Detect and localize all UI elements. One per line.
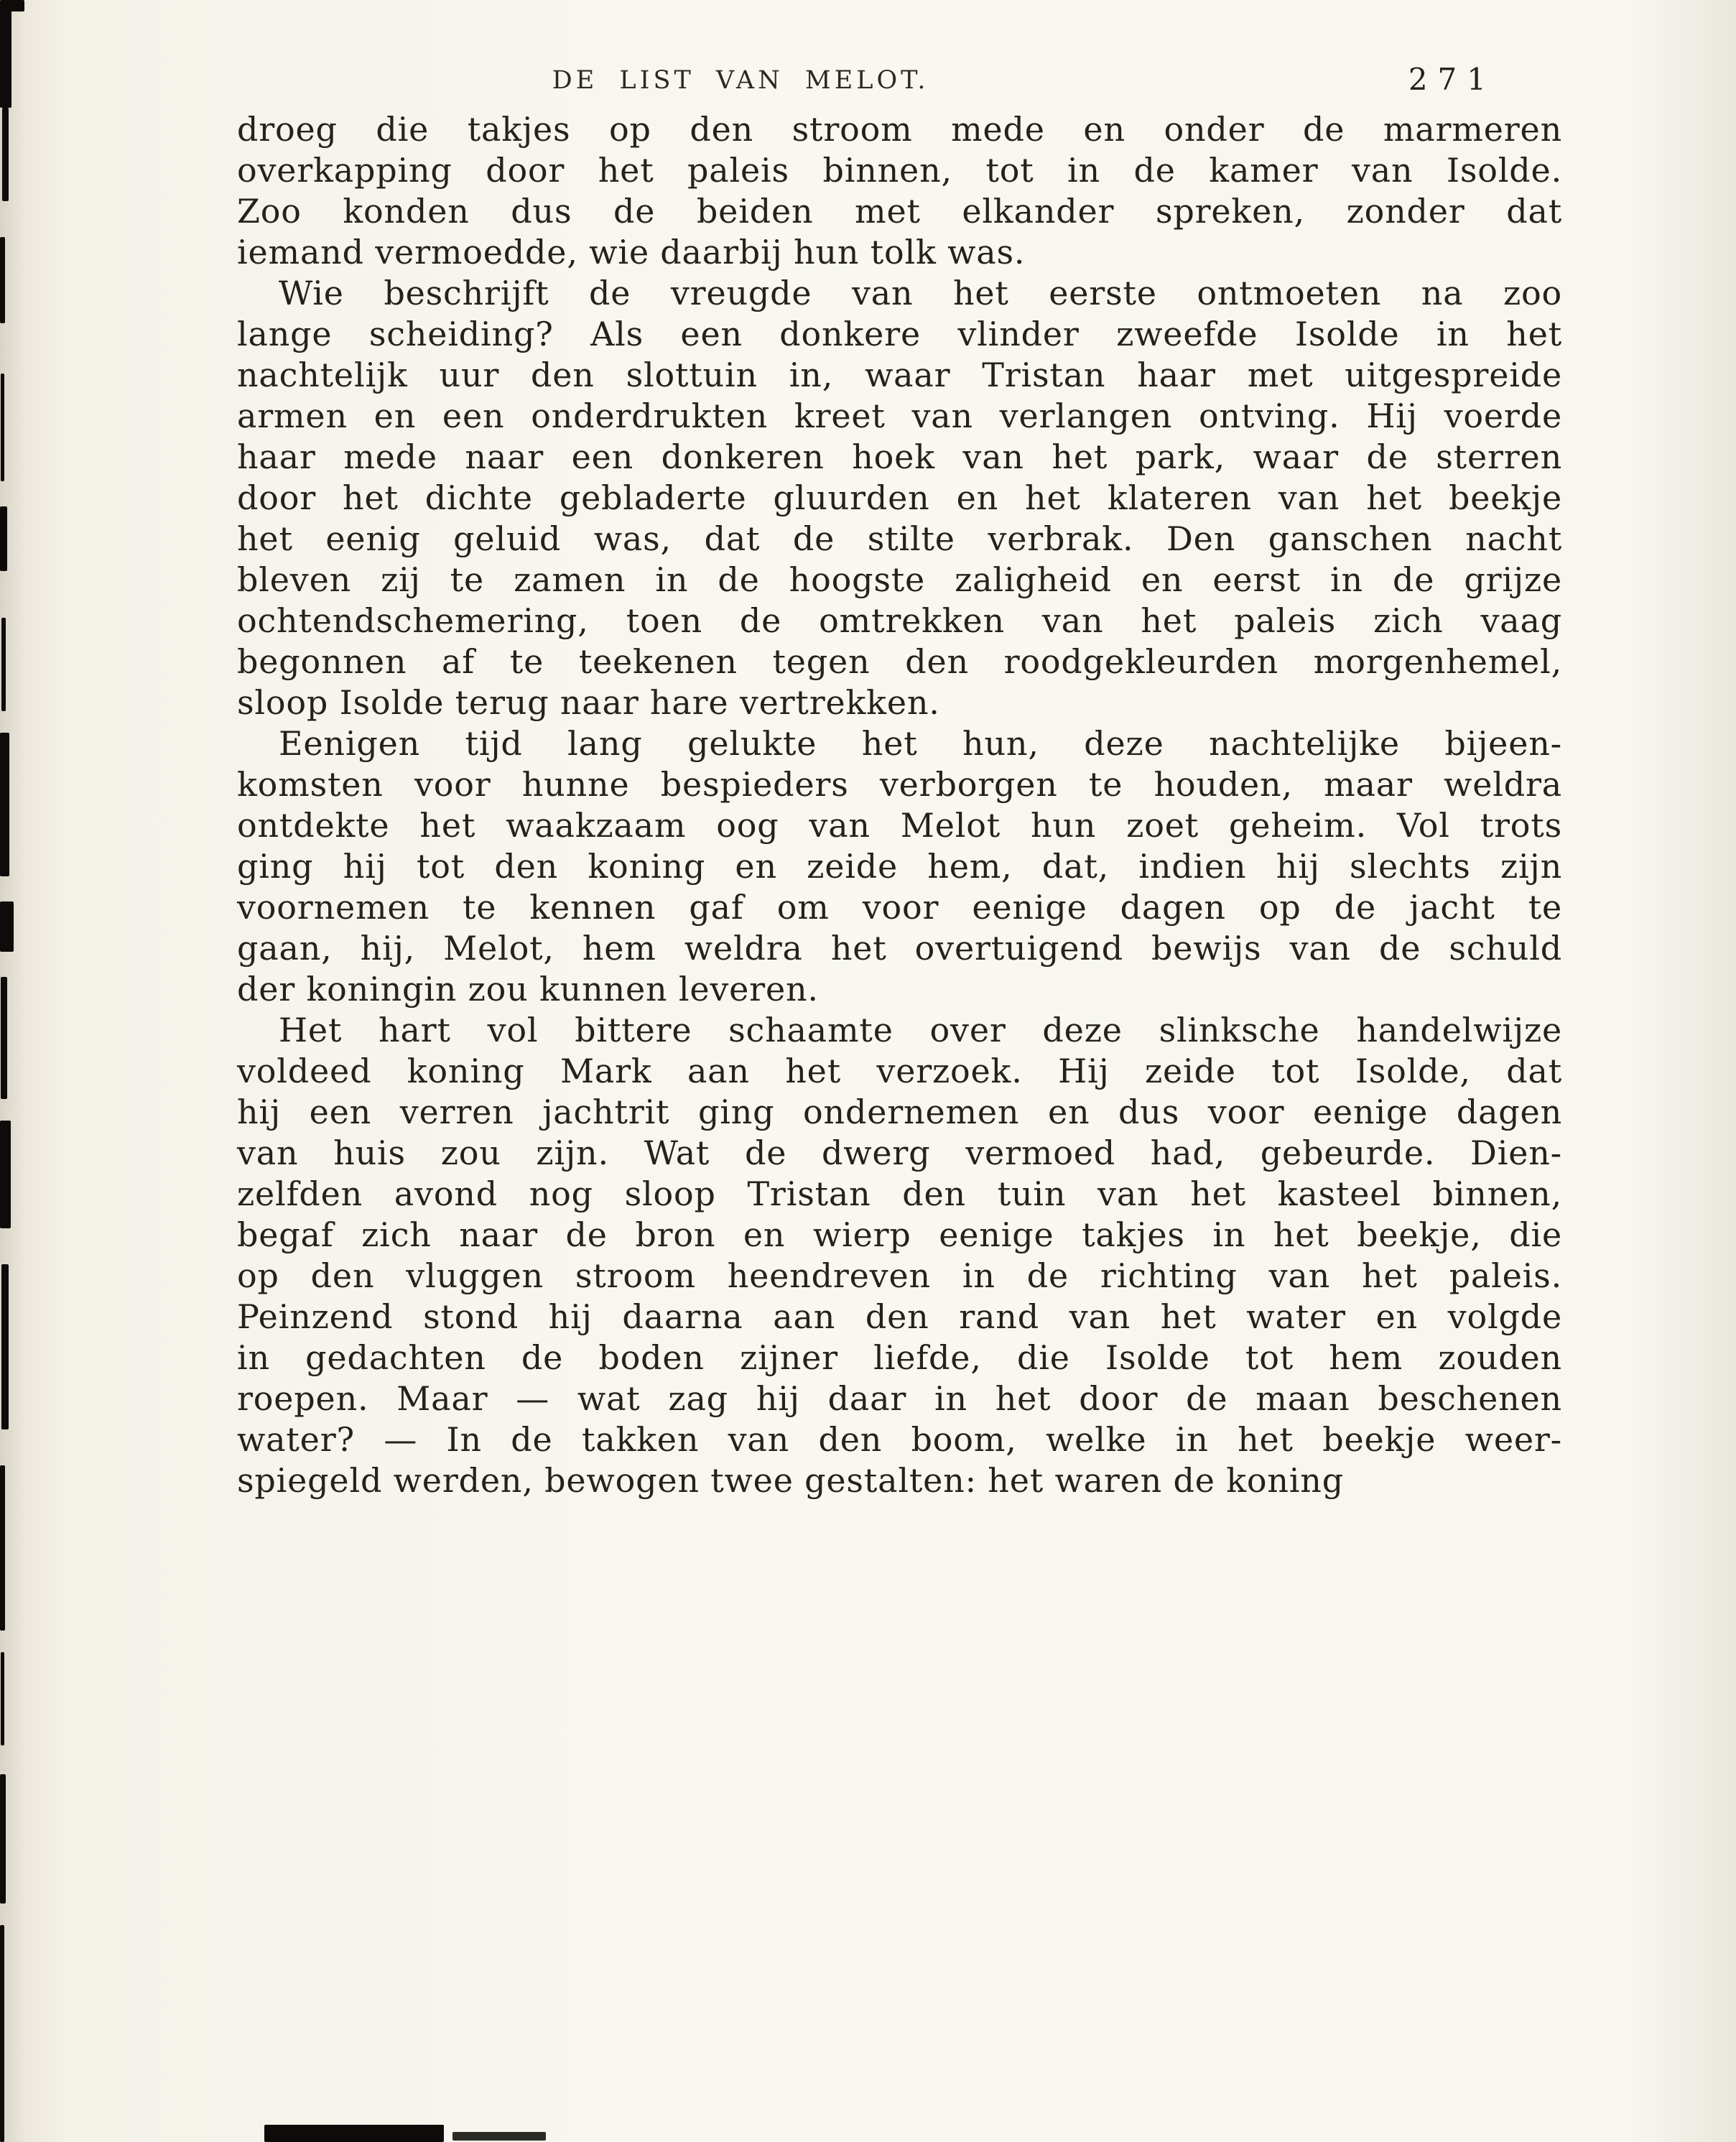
text-line: komsten voor hunne bespieders verborgen te houden, maar weldra	[237, 765, 1562, 804]
text-line: voldeed koning Mark aan het verzoek. Hij zeide tot Isolde, dat	[237, 1052, 1562, 1090]
text-line: lange scheiding? Als een donkere vlinder zweefde Isolde in het	[237, 315, 1562, 353]
binding-mark	[0, 1925, 4, 2142]
text-line: ging hij tot den koning en zeide hem, dat, indien hij slechts zijn	[237, 847, 1562, 886]
text-line: ontdekte het waakzaam oog van Melot hun zoet geheim. Vol trots	[237, 806, 1562, 845]
page-header	[237, 62, 1562, 102]
text-line: in gedachten de boden zijner liefde, die Isolde tot hem zouden	[237, 1338, 1562, 1377]
binding-mark	[0, 0, 11, 108]
text-line: water? — In de takken van den boom, welke in het beekje weer-	[237, 1420, 1562, 1459]
binding-mark	[1, 1264, 9, 1429]
text-line: hij een verren jachtrit ging ondernemen en dus voor eenige dagen	[237, 1093, 1562, 1131]
text-line: roepen. Maar — wat zag hij daar in het door de maan beschenen	[237, 1379, 1562, 1418]
text-line: Het hart vol bittere schaamte over deze slinksche handelwijze	[279, 1011, 1562, 1049]
binding-mark	[0, 733, 9, 876]
text-line: zelfden avond nog sloop Tristan den tuin van het kasteel binnen,	[237, 1174, 1562, 1213]
text-line: van huis zou zijn. Wat de dwerg vermoed had, gebeurde. Dien-	[237, 1133, 1562, 1172]
binding-mark	[0, 1465, 5, 1631]
text-line: Wie beschrijft de vreugde van het eerste ontmoeten na zoo	[279, 274, 1562, 312]
binding-mark	[1, 618, 6, 711]
binding-mark	[1, 1652, 4, 1745]
paragraph-4	[237, 1010, 1562, 1501]
text-line: der koningin zou kunnen leveren.	[237, 970, 819, 1009]
text-line: droeg die takjes op den stroom mede en onder de marmeren	[237, 110, 1562, 149]
text-line: voornemen te kennen gaf om voor eenige dagen op de jacht te	[237, 888, 1562, 927]
text-line: begaf zich naar de bron en wierp eenige takjes in het beekje, die	[237, 1215, 1562, 1254]
text-line: overkapping door het paleis binnen, tot in de kamer van Isolde.	[237, 151, 1562, 190]
text-line: spiegeld werden, bewogen twee gestalten: het waren de koning	[237, 1461, 1344, 1500]
page-number: 271	[1408, 62, 1496, 97]
text-line: nachtelijk uur den slottuin in, waar Tristan haar met uitgespreide	[237, 356, 1562, 394]
binding-mark	[0, 1121, 11, 1228]
text-line: ochtendschemering, toen de omtrekken van het paleis zich vaag	[237, 601, 1562, 640]
text-line: haar mede naar een donkeren hoek van het park, waar de sterren	[237, 437, 1562, 476]
text-line: Eenigen tijd lang gelukte het hun, deze nachtelijke bijeen-	[279, 724, 1562, 763]
binding-mark	[2, 108, 9, 201]
binding-mark	[1, 374, 4, 481]
text-line: Zoo konden dus de beiden met elkander spreken, zonder dat	[237, 192, 1562, 231]
binding-mark	[1, 977, 7, 1099]
text-line: begonnen af te teekenen tegen den roodgekleurden morgenhemel,	[237, 642, 1562, 681]
page-edge-mark	[264, 2125, 444, 2142]
binding-mark	[0, 506, 7, 571]
page-edge-mark	[452, 2132, 546, 2141]
paragraph-1	[237, 109, 1562, 273]
text-line: iemand vermoedde, wie daarbij hun tolk was.	[237, 233, 1026, 272]
text-line: door het dichte gebladerte gluurden en het klateren van het beekje	[237, 478, 1562, 517]
text-line: op den vluggen stroom heendreven in de richting van het paleis.	[237, 1256, 1562, 1295]
running-title: DE LIST VAN MELOT.	[552, 66, 929, 95]
text-line: bleven zij te zamen in de hoogste zaligheid en eerst in de grijze	[237, 560, 1562, 599]
page-body	[237, 109, 1562, 1501]
text-line: het eenig geluid was, dat de stilte verbrak. Den ganschen nacht	[237, 519, 1562, 558]
binding-mark	[0, 901, 14, 952]
paragraph-3	[237, 723, 1562, 1010]
text-line: sloop Isolde terug naar hare vertrekken.	[237, 683, 940, 722]
text-line: armen en een onderdrukten kreet van verlangen ontving. Hij voerde	[237, 397, 1562, 435]
binding-mark	[0, 237, 5, 323]
text-line: gaan, hij, Melot, hem weldra het overtuigend bewijs van de schuld	[237, 929, 1562, 968]
paragraph-2	[237, 273, 1562, 723]
text-line: Peinzend stond hij daarna aan den rand van het water en volgde	[237, 1297, 1562, 1336]
binding-mark	[0, 1774, 6, 1904]
